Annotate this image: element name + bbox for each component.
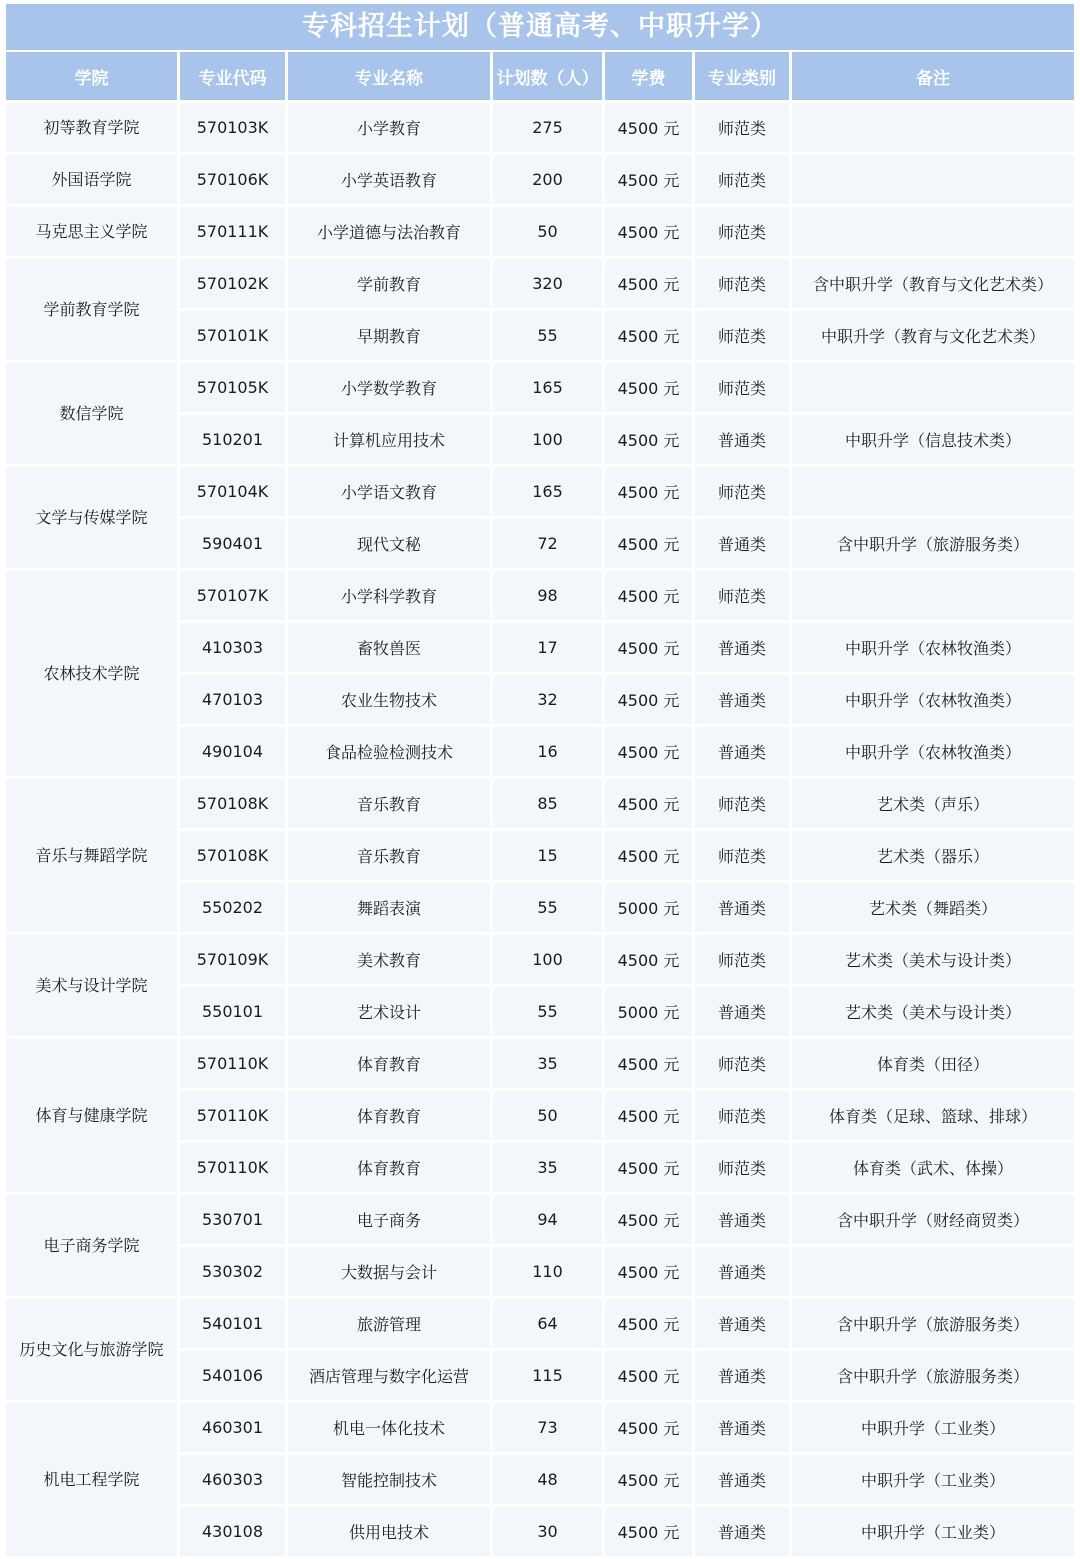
note-cell: 体育类（武术、体操） (792, 1143, 1074, 1195)
major-name-cell: 体育教育 (288, 1143, 493, 1195)
tuition-fee-cell: 4500 元 (605, 363, 695, 415)
note-cell: 艺术类（美术与设计类） (792, 987, 1074, 1039)
tuition-fee-cell: 4500 元 (605, 415, 695, 467)
college-cell: 电子商务学院 (6, 1195, 180, 1299)
tuition-fee-cell: 4500 元 (605, 155, 695, 207)
plan-count-cell: 55 (493, 311, 605, 363)
plan-count-cell: 94 (493, 1195, 605, 1247)
major-category-cell: 普通类 (695, 415, 792, 467)
major-code-cell: 530701 (180, 1195, 288, 1247)
tuition-fee-cell: 4500 元 (605, 1247, 695, 1299)
plan-count-cell: 320 (493, 259, 605, 311)
tuition-fee-cell: 4500 元 (605, 207, 695, 259)
major-name-cell: 音乐教育 (288, 779, 493, 831)
major-code-cell: 570106K (180, 155, 288, 207)
note-cell: 含中职升学（旅游服务类） (792, 519, 1074, 571)
tuition-fee-cell: 4500 元 (605, 1299, 695, 1351)
plan-count-cell: 98 (493, 571, 605, 623)
major-code-cell: 570110K (180, 1091, 288, 1143)
column-header-fee: 学费 (605, 52, 695, 103)
note-cell (792, 155, 1074, 207)
college-cell: 美术与设计学院 (6, 935, 180, 1039)
column-header-category: 专业类别 (695, 52, 792, 103)
tuition-fee-cell: 4500 元 (605, 675, 695, 727)
plan-count-cell: 73 (493, 1403, 605, 1455)
page-title: 专科招生计划（普通高考、中职升学） (6, 4, 1074, 50)
major-name-cell: 旅游管理 (288, 1299, 493, 1351)
table-row (6, 935, 1074, 987)
major-category-cell: 普通类 (695, 1507, 792, 1559)
college-cell: 体育与健康学院 (6, 1039, 180, 1195)
major-code-cell: 570111K (180, 207, 288, 259)
major-code-cell: 540106 (180, 1351, 288, 1403)
major-code-cell: 490104 (180, 727, 288, 779)
tuition-fee-cell: 4500 元 (605, 727, 695, 779)
tuition-fee-cell: 4500 元 (605, 1143, 695, 1195)
note-cell: 中职升学（农林牧渔类） (792, 623, 1074, 675)
major-category-cell: 普通类 (695, 987, 792, 1039)
college-cell: 初等教育学院 (6, 103, 180, 155)
plan-count-cell: 110 (493, 1247, 605, 1299)
major-code-cell: 470103 (180, 675, 288, 727)
enrollment-plan-sheet (6, 0, 1074, 1559)
table-row (6, 155, 1074, 207)
tuition-fee-cell: 5000 元 (605, 883, 695, 935)
major-code-cell: 570103K (180, 103, 288, 155)
plan-count-cell: 55 (493, 987, 605, 1039)
plan-count-cell: 275 (493, 103, 605, 155)
plan-count-cell: 15 (493, 831, 605, 883)
plan-count-cell: 17 (493, 623, 605, 675)
major-category-cell: 师范类 (695, 571, 792, 623)
major-name-cell: 艺术设计 (288, 987, 493, 1039)
major-name-cell: 电子商务 (288, 1195, 493, 1247)
major-code-cell: 570110K (180, 1039, 288, 1091)
major-category-cell: 师范类 (695, 831, 792, 883)
major-name-cell: 小学数学教育 (288, 363, 493, 415)
major-code-cell: 570104K (180, 467, 288, 519)
note-cell (792, 207, 1074, 259)
major-name-cell: 智能控制技术 (288, 1455, 493, 1507)
major-category-cell: 普通类 (695, 519, 792, 571)
major-name-cell: 供用电技术 (288, 1507, 493, 1559)
major-category-cell: 师范类 (695, 103, 792, 155)
enrollment-table (6, 52, 1074, 1559)
note-cell: 艺术类（舞蹈类） (792, 883, 1074, 935)
plan-count-cell: 35 (493, 1143, 605, 1195)
tuition-fee-cell: 4500 元 (605, 311, 695, 363)
major-category-cell: 师范类 (695, 311, 792, 363)
tuition-fee-cell: 4500 元 (605, 779, 695, 831)
major-name-cell: 舞蹈表演 (288, 883, 493, 935)
college-cell: 文学与传媒学院 (6, 467, 180, 571)
major-code-cell: 550101 (180, 987, 288, 1039)
column-header-code: 专业代码 (180, 52, 288, 103)
major-name-cell: 音乐教育 (288, 831, 493, 883)
plan-count-cell: 100 (493, 935, 605, 987)
major-name-cell: 小学教育 (288, 103, 493, 155)
college-cell: 马克思主义学院 (6, 207, 180, 259)
college-cell: 学前教育学院 (6, 259, 180, 363)
major-code-cell: 530302 (180, 1247, 288, 1299)
plan-count-cell: 48 (493, 1455, 605, 1507)
major-code-cell: 570101K (180, 311, 288, 363)
college-cell: 音乐与舞蹈学院 (6, 779, 180, 935)
tuition-fee-cell: 4500 元 (605, 831, 695, 883)
tuition-fee-cell: 4500 元 (605, 1455, 695, 1507)
major-name-cell: 食品检验检测技术 (288, 727, 493, 779)
major-code-cell: 570107K (180, 571, 288, 623)
major-category-cell: 普通类 (695, 1403, 792, 1455)
major-category-cell: 普通类 (695, 1351, 792, 1403)
college-cell: 机电工程学院 (6, 1403, 180, 1559)
major-code-cell: 460303 (180, 1455, 288, 1507)
column-header-note: 备注 (792, 52, 1074, 103)
plan-count-cell: 115 (493, 1351, 605, 1403)
plan-count-cell: 72 (493, 519, 605, 571)
plan-count-cell: 35 (493, 1039, 605, 1091)
major-name-cell: 早期教育 (288, 311, 493, 363)
major-code-cell: 540101 (180, 1299, 288, 1351)
note-cell: 含中职升学（教育与文化艺术类） (792, 259, 1074, 311)
major-category-cell: 普通类 (695, 623, 792, 675)
plan-count-cell: 50 (493, 1091, 605, 1143)
major-code-cell: 570108K (180, 831, 288, 883)
major-category-cell: 普通类 (695, 727, 792, 779)
college-cell: 外国语学院 (6, 155, 180, 207)
major-category-cell: 师范类 (695, 259, 792, 311)
major-name-cell: 机电一体化技术 (288, 1403, 493, 1455)
note-cell: 含中职升学（旅游服务类） (792, 1299, 1074, 1351)
plan-count-cell: 30 (493, 1507, 605, 1559)
major-name-cell: 现代文秘 (288, 519, 493, 571)
tuition-fee-cell: 5000 元 (605, 987, 695, 1039)
major-name-cell: 小学英语教育 (288, 155, 493, 207)
major-category-cell: 师范类 (695, 1143, 792, 1195)
plan-count-cell: 165 (493, 363, 605, 415)
plan-count-cell: 32 (493, 675, 605, 727)
major-category-cell: 普通类 (695, 1247, 792, 1299)
note-cell (792, 103, 1074, 155)
table-row (6, 467, 1074, 519)
tuition-fee-cell: 4500 元 (605, 935, 695, 987)
column-header-plan: 计划数（人） (493, 52, 605, 103)
major-code-cell: 460301 (180, 1403, 288, 1455)
major-code-cell: 510201 (180, 415, 288, 467)
table-row (6, 259, 1074, 311)
major-name-cell: 酒店管理与数字化运营 (288, 1351, 493, 1403)
major-category-cell: 师范类 (695, 155, 792, 207)
column-header-major: 专业名称 (288, 52, 493, 103)
table-row (6, 103, 1074, 155)
major-category-cell: 师范类 (695, 779, 792, 831)
table-row (6, 1403, 1074, 1455)
major-name-cell: 计算机应用技术 (288, 415, 493, 467)
tuition-fee-cell: 4500 元 (605, 623, 695, 675)
major-category-cell: 师范类 (695, 1091, 792, 1143)
major-category-cell: 普通类 (695, 1195, 792, 1247)
major-name-cell: 畜牧兽医 (288, 623, 493, 675)
major-name-cell: 小学语文教育 (288, 467, 493, 519)
tuition-fee-cell: 4500 元 (605, 1507, 695, 1559)
plan-count-cell: 64 (493, 1299, 605, 1351)
table-header-row (6, 52, 1074, 103)
table-row (6, 779, 1074, 831)
major-name-cell: 体育教育 (288, 1039, 493, 1091)
note-cell (792, 363, 1074, 415)
major-name-cell: 小学科学教育 (288, 571, 493, 623)
plan-count-cell: 165 (493, 467, 605, 519)
table-row (6, 1299, 1074, 1351)
tuition-fee-cell: 4500 元 (605, 519, 695, 571)
college-cell: 历史文化与旅游学院 (6, 1299, 180, 1403)
note-cell: 中职升学（工业类） (792, 1403, 1074, 1455)
plan-count-cell: 55 (493, 883, 605, 935)
tuition-fee-cell: 4500 元 (605, 1039, 695, 1091)
major-code-cell: 590401 (180, 519, 288, 571)
plan-count-cell: 85 (493, 779, 605, 831)
plan-count-cell: 16 (493, 727, 605, 779)
plan-count-cell: 200 (493, 155, 605, 207)
note-cell: 中职升学（工业类） (792, 1455, 1074, 1507)
note-cell (792, 1247, 1074, 1299)
tuition-fee-cell: 4500 元 (605, 571, 695, 623)
note-cell: 体育类（田径） (792, 1039, 1074, 1091)
table-row (6, 207, 1074, 259)
note-cell: 体育类（足球、篮球、排球） (792, 1091, 1074, 1143)
major-category-cell: 师范类 (695, 1039, 792, 1091)
major-code-cell: 570102K (180, 259, 288, 311)
major-category-cell: 师范类 (695, 935, 792, 987)
major-name-cell: 大数据与会计 (288, 1247, 493, 1299)
college-cell: 数信学院 (6, 363, 180, 467)
plan-count-cell: 50 (493, 207, 605, 259)
table-row (6, 1195, 1074, 1247)
table-row (6, 571, 1074, 623)
note-cell: 艺术类（美术与设计类） (792, 935, 1074, 987)
major-category-cell: 普通类 (695, 675, 792, 727)
major-category-cell: 普通类 (695, 883, 792, 935)
table-row (6, 1039, 1074, 1091)
tuition-fee-cell: 4500 元 (605, 1403, 695, 1455)
note-cell: 中职升学（农林牧渔类） (792, 675, 1074, 727)
note-cell (792, 571, 1074, 623)
tuition-fee-cell: 4500 元 (605, 103, 695, 155)
note-cell: 含中职升学（旅游服务类） (792, 1351, 1074, 1403)
major-name-cell: 小学道德与法治教育 (288, 207, 493, 259)
note-cell: 艺术类（器乐） (792, 831, 1074, 883)
major-code-cell: 430108 (180, 1507, 288, 1559)
major-name-cell: 农业生物技术 (288, 675, 493, 727)
major-code-cell: 570109K (180, 935, 288, 987)
major-code-cell: 570105K (180, 363, 288, 415)
note-cell: 艺术类（声乐） (792, 779, 1074, 831)
table-row (6, 363, 1074, 415)
tuition-fee-cell: 4500 元 (605, 1091, 695, 1143)
major-category-cell: 师范类 (695, 363, 792, 415)
major-name-cell: 体育教育 (288, 1091, 493, 1143)
note-cell: 中职升学（工业类） (792, 1507, 1074, 1559)
major-code-cell: 570110K (180, 1143, 288, 1195)
tuition-fee-cell: 4500 元 (605, 1351, 695, 1403)
major-code-cell: 570108K (180, 779, 288, 831)
note-cell (792, 467, 1074, 519)
note-cell: 含中职升学（财经商贸类） (792, 1195, 1074, 1247)
major-code-cell: 410303 (180, 623, 288, 675)
tuition-fee-cell: 4500 元 (605, 1195, 695, 1247)
note-cell: 中职升学（农林牧渔类） (792, 727, 1074, 779)
tuition-fee-cell: 4500 元 (605, 259, 695, 311)
major-code-cell: 550202 (180, 883, 288, 935)
major-category-cell: 师范类 (695, 467, 792, 519)
column-header-college: 学院 (6, 52, 180, 103)
plan-count-cell: 100 (493, 415, 605, 467)
major-category-cell: 普通类 (695, 1455, 792, 1507)
major-name-cell: 美术教育 (288, 935, 493, 987)
major-category-cell: 普通类 (695, 1299, 792, 1351)
major-name-cell: 学前教育 (288, 259, 493, 311)
major-category-cell: 师范类 (695, 207, 792, 259)
note-cell: 中职升学（信息技术类） (792, 415, 1074, 467)
college-cell: 农林技术学院 (6, 571, 180, 779)
table-body (6, 103, 1074, 1559)
tuition-fee-cell: 4500 元 (605, 467, 695, 519)
note-cell: 中职升学（教育与文化艺术类） (792, 311, 1074, 363)
